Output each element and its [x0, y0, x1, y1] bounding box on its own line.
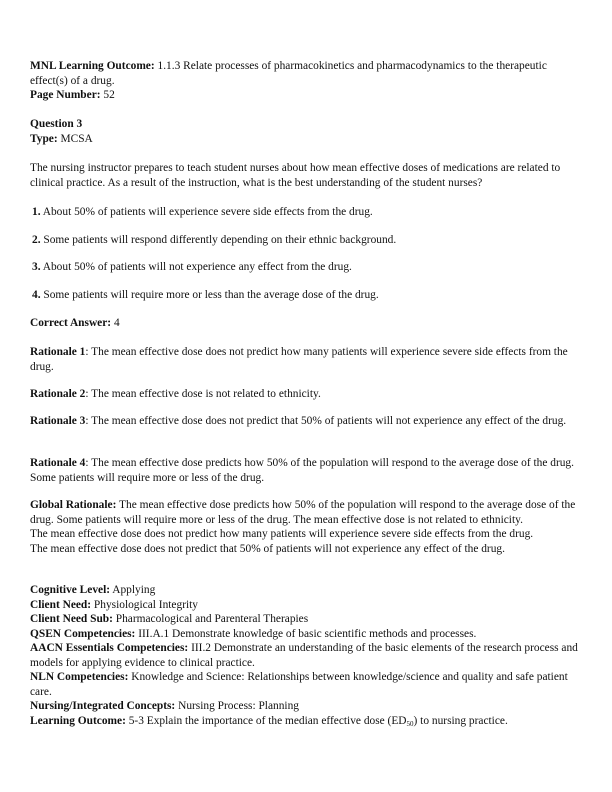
option-1: [32, 205, 585, 220]
label: Type:: [30, 133, 58, 145]
client-need-sub: [30, 612, 583, 627]
global-rationale: [30, 498, 583, 556]
rationale-1: [30, 345, 583, 374]
option-number: 4.: [32, 289, 41, 301]
value: 5-3 Explain the importance of the median effective dose (ED: [128, 714, 407, 727]
value: 52: [103, 89, 115, 101]
question-stem: The nursing instructor prepares to teach student nurses about how mean effective doses of medications are related to clinical practice. As a result of the instruction, what is the best understanding of the student nurses?: [30, 162, 561, 189]
label: Rationale 2: [30, 388, 86, 400]
label: Client Need:: [30, 598, 92, 611]
label: AACN Essentials Competencies:: [30, 642, 189, 654]
metadata: [30, 583, 583, 728]
cognitive-level: [30, 583, 583, 598]
label: Learning Outcome:: [30, 714, 126, 727]
label: Client Need Sub:: [30, 613, 113, 625]
rationale-4: [30, 456, 583, 485]
client-need: [30, 598, 583, 613]
label: Rationale 4: [30, 457, 86, 469]
label: Correct Answer:: [30, 317, 112, 329]
option-text: Some patients will require more or less than the average dose of the drug.: [43, 289, 379, 301]
nursing-concepts: [30, 699, 583, 714]
value: III.2 Demonstrate an understanding of the basic elements of the research process and models for applying evidence to clinical practice.: [30, 642, 578, 669]
label: Global Rationale:: [30, 499, 117, 511]
correct-answer: [30, 316, 583, 331]
question-type: [30, 132, 583, 147]
rationale-3: [30, 414, 583, 429]
label: Nursing/Integrated Concepts:: [30, 700, 176, 712]
option-text: About 50% of patients will not experience any effect from the drug.: [42, 261, 352, 273]
value: MCSA: [60, 133, 93, 145]
rationale-2: [30, 387, 583, 402]
global-rationale-para: [30, 498, 583, 527]
value: Applying: [112, 584, 156, 596]
value: 4: [113, 317, 120, 329]
value: III.A.1 Demonstrate knowledge of basic scientific methods and processes.: [138, 627, 477, 640]
text: : The mean effective dose is not related to ethnicity.: [85, 388, 321, 400]
mnl-learning-outcome: [30, 59, 583, 88]
label: NLN Competencies:: [30, 671, 129, 683]
global-rationale-line: The mean effective dose does not predict how many patients will experience severe side effects from the drug.: [30, 528, 534, 540]
subscript: 50: [406, 719, 414, 728]
aacn-competencies: [30, 641, 583, 670]
value: Pharmacological and Parenteral Therapies: [115, 613, 309, 625]
option-number: 2.: [32, 234, 41, 246]
label: MNL Learning Outcome:: [30, 60, 155, 72]
value: Knowledge and Science: Relationships between knowledge/science and quality and safe patient care.: [30, 671, 568, 698]
value: Physiological Integrity: [93, 598, 199, 611]
option-2: [32, 233, 585, 248]
learning-outcome: [30, 714, 583, 729]
label: QSEN Competencies:: [30, 627, 136, 640]
value-end: ) to nursing practice.: [413, 714, 508, 727]
qsen-competencies: [30, 627, 583, 642]
option-text: About 50% of patients will experience severe side effects from the drug.: [42, 206, 373, 218]
option-text: Some patients will respond differently depending on their ethnic background.: [43, 234, 397, 246]
option-3: [32, 260, 585, 275]
value: 1.1.3 Relate processes of pharmacokinetics and pharmacodynamics to the therapeutic effect(s) of a drug.: [30, 60, 547, 87]
label: Rationale 1: [30, 346, 86, 358]
value: Nursing Process: Planning: [178, 700, 299, 712]
label: Rationale 3: [30, 415, 86, 427]
option-number: 1.: [32, 206, 41, 218]
title: Question 3: [30, 118, 83, 130]
text: : The mean effective dose predicts how 50% of the population will respond to the average dose of the drug. Some patients will require more or less of the drug.: [30, 457, 574, 484]
label: Page Number:: [30, 89, 101, 101]
global-rationale-line: The mean effective dose does not predict that 50% of patients will not experience any effect of the drug.: [30, 542, 505, 555]
text: : The mean effective dose does not predict that 50% of patients will not experience any effect of the drug.: [85, 415, 567, 427]
option-number: 3.: [32, 261, 41, 273]
text: The mean effective dose predicts how 50% of the population will respond to the average dose of the drug. Some patients will require more or less of the drug. The mean effective dose is not related to ethnicity.: [30, 499, 576, 526]
option-4: [32, 288, 585, 303]
question-title: [30, 117, 583, 132]
page-number: [30, 88, 583, 103]
text: : The mean effective dose does not predict how many patients will experience severe side effects from the drug.: [30, 346, 568, 373]
nln-competencies: [30, 670, 583, 699]
label: Cognitive Level:: [30, 584, 111, 596]
